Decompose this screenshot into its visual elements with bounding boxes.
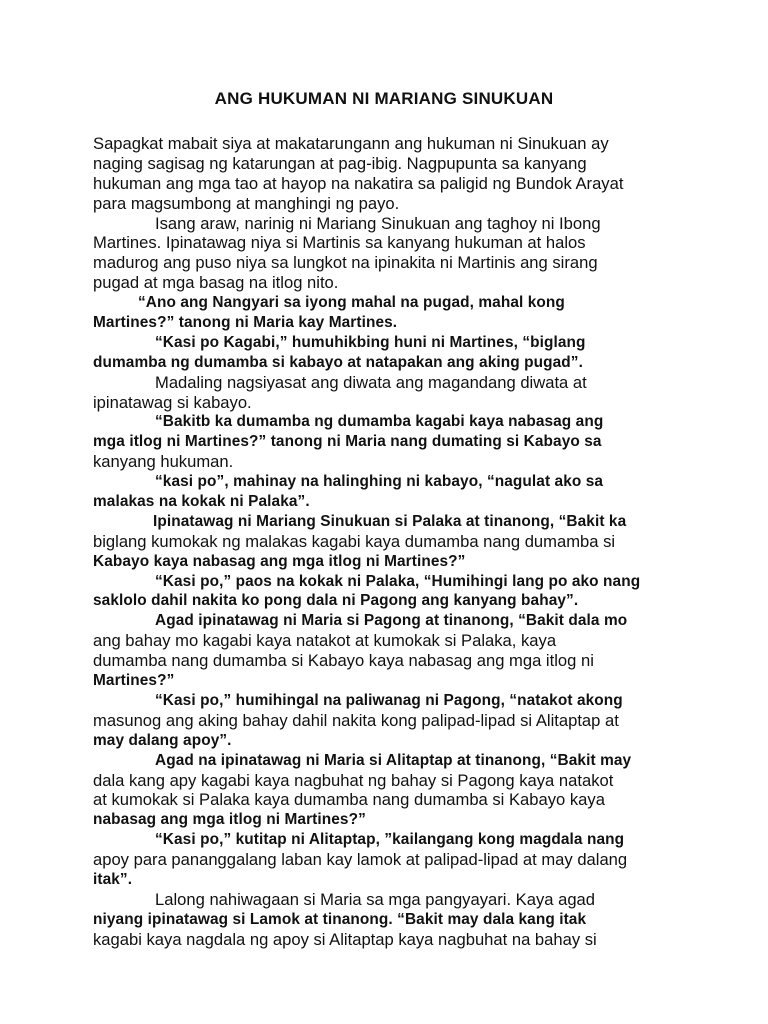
text-line: “Kasi po,” kutitap ni Alitaptap, ”kailangang kong magdala nang — [155, 831, 625, 849]
text-line: “Ano ang Nangyari sa iyong mahal na pugad, mahal kong — [138, 294, 565, 312]
text-line: Agad ipinatawag ni Maria si Pagong at tinanong, “Bakit dala mo — [155, 612, 628, 630]
text-line: saklolo dahil nakita ko pong dala ni Pagong ang kanyang bahay”. — [93, 592, 579, 610]
document-body — [93, 134, 713, 950]
text-line: itak”. — [93, 870, 133, 888]
text-line: Kabayo kaya nabasag ang mga itlog ni Martines?” — [93, 552, 466, 570]
text-line: dumamba nang dumamba si Kabayo kaya nabasag ang mga itlog ni — [93, 651, 594, 671]
text-line: kanyang hukuman. — [93, 452, 234, 472]
text-line: hukuman ang mga tao at hayop na nakatira sa paligid ng Bundok Arayat — [93, 173, 624, 193]
text-line: ang bahay mo kagabi kaya natakot at kumokak si Palaka, kaya — [93, 631, 557, 651]
text-line: niyang ipinatawag si Lamok at tinanong. “Bakit may dala kang itak — [93, 910, 587, 928]
text-line: “Kasi po,” paos na kokak ni Palaka, “Humihingi lang po ako nang — [155, 572, 641, 590]
text-line: ipinatawag si kabayo. — [93, 392, 252, 412]
text-line: Martines?” — [93, 672, 175, 690]
text-line: madurog ang puso niya sa lungkot na ipinakita ni Martinis ang sirang — [93, 253, 598, 273]
text-line: Martines?” tanong ni Maria kay Martines. — [93, 314, 398, 332]
text-line: apoy para pananggalang laban kay lamok at palipad-lipad at may dalang — [93, 850, 628, 870]
text-line: malakas na kokak ni Palaka”. — [93, 493, 310, 511]
text-line: “Kasi po Kagabi,” humuhikbing huni ni Martines, “biglang — [155, 333, 586, 351]
document-title: ANG HUKUMAN NI MARIANG SINUKUAN — [214, 89, 554, 108]
text-line: pugad at mga basag na itlog nito. — [93, 273, 339, 293]
text-line: para magsumbong at manghingi ng payo. — [93, 193, 400, 213]
text-line: Madaling nagsiyasat ang diwata ang magandang diwata at — [155, 372, 587, 392]
text-line: mga itlog ni Martines?” tanong ni Maria nang dumating si Kabayo sa — [93, 433, 602, 451]
text-line: naging sagisag ng katarungan at pag-ibig. Nagpupunta sa kanyang — [93, 153, 587, 173]
text-line: Sapagkat mabait siya at makatarungann ang hukuman ni Sinukuan ay — [93, 134, 609, 153]
text-line: masunog ang aking bahay dahil nakita kong palipad-lipad si Alitaptap at — [93, 710, 619, 730]
text-line: dala kang apy kagabi kaya nagbuhat ng bahay si Pagong kaya natakot — [93, 770, 614, 790]
text-line: kagabi kaya nagdala ng apoy si Alitaptap kaya nagbuhat na bahay si — [93, 929, 597, 949]
text-line: dumamba ng dumamba si kabayo at natapakan ang aking pugad”. — [93, 353, 583, 371]
text-line: “kasi po”, mahinay na halinghing ni kabayo, “nagulat ako sa — [155, 473, 604, 491]
text-line: “Kasi po,” humihingal na paliwanag ni Pagong, “natakot akong — [155, 691, 623, 709]
text-line: Agad na ipinatawag ni Maria si Alitaptap at tinanong, “Bakit may — [155, 751, 632, 769]
text-line: Isang araw, narinig ni Mariang Sinukuan ang taghoy ni Ibong — [155, 213, 601, 233]
text-line: Lalong nahiwagaan si Maria sa mga pangyayari. Kaya agad — [155, 889, 596, 909]
text-line: Ipinatawag ni Mariang Sinukuan si Palaka at tinanong, “Bakit ka — [153, 512, 627, 530]
text-line: nabasag ang mga itlog ni Martines?” — [93, 811, 366, 829]
text-line: biglang kumokak ng malakas kagabi kaya dumamba nang dumamba si — [93, 531, 616, 551]
text-line: Martines. Ipinatawag niya si Martinis sa kanyang hukuman at halos — [93, 233, 586, 253]
text-line: at kumokak si Palaka kaya dumamba nang dumamba si Kabayo kaya — [93, 790, 605, 810]
text-line: “Bakitb ka dumamba ng dumamba kagabi kaya nabasag ang — [155, 413, 604, 431]
text-line: may dalang apoy”. — [93, 731, 232, 749]
